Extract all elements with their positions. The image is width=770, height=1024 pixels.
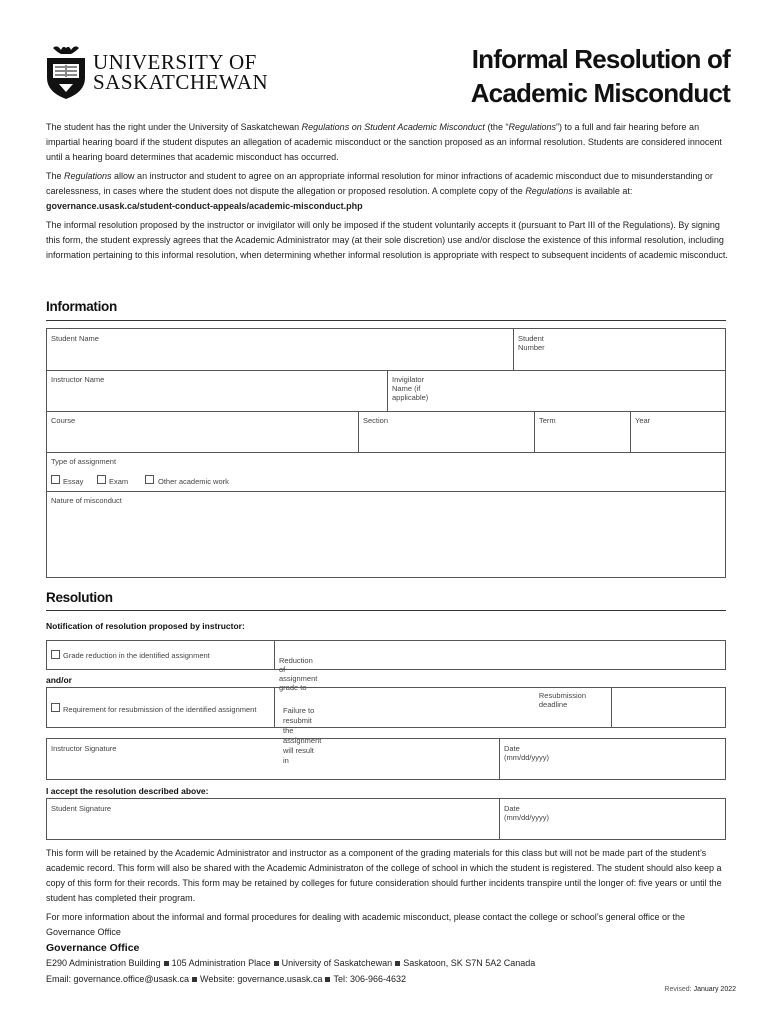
student-date-field[interactable] [499,799,549,839]
section-label: Section [363,416,389,425]
instructor-signature-label: Instructor Signature [51,744,117,753]
term-field[interactable] [534,412,556,452]
other-work-checkbox[interactable] [145,475,154,484]
essay-label: Essay [63,477,84,486]
row-student-signature [46,798,726,840]
information-rule [46,320,726,321]
governance-website[interactable]: Website: governance.usask.ca [200,974,323,984]
other-work-label: Other academic work [158,477,229,486]
revised-note: Revised: January 2022 [664,986,736,993]
form-title [471,42,730,110]
notification-label: Notification of resolution proposed by instructor: [46,621,245,631]
term-label: Term [539,416,556,425]
closing-paragraph-2: For more information about the informal and formal procedures for dealing with academic misconduct, please contact the college or school’s general office or the Governance Office [46,912,686,937]
bullet-icon [395,961,400,966]
university-logo [45,44,268,100]
bullet-icon [325,977,330,982]
invigilator-label: Invigilator Name (if applicable) [392,375,429,402]
section-field[interactable] [358,412,389,452]
governance-contact [46,974,406,984]
reduction-grade-field[interactable] [274,641,318,692]
bullet-icon [274,961,279,966]
student-number-field[interactable] [513,329,545,370]
governance-email[interactable]: Email: governance.office@usask.ca [46,974,190,984]
resolution-heading: Resolution [46,590,113,605]
exam-checkbox[interactable] [97,475,106,484]
grade-reduction-checkbox[interactable] [51,650,60,659]
instructor-name-label: Instructor Name [51,375,105,384]
resubmission-deadline-label: Resubmission deadline [538,691,586,709]
header [45,40,730,110]
intro-paragraph-2: The Regulations allow an instructor and student to agree on an appropriate informal resolution for minor infractions of academic misconduct due to misunderstanding or carelessness, in cases where the student does not dispute the allegation or proposed resolution. A complete copy of the Regulations is available at: governance.usask.ca/student-conduct-appeals/academic-misconduct.php [46,171,713,211]
course-label: Course [51,416,76,425]
closing-paragraph-1: This form will be retained by the Academic Administrator and instructor as a component of the grading materials for this class but will not be made part of the student’s academic record. This form will also be shared with the Academic Administraton of the college of school in which the student is registered. The student should also keep a copy of this form for their records. This form may be retained by colleges for future consideration should further incidents transpire until the longer of: five years or until the student has completed their program. [46,848,722,903]
intro-paragraph-1: The student has the right under the University of Saskatchewan Regulations on Student Academic Misconduct (the “Regulations”) to a full and fair hearing before an impartial hearing board if the student disputes an allegation of academic misconduct or the sanction proposed as an informal resolution. Students are considered innocent until a hearing board determines that academic misconduct has occurred. [46,122,722,162]
form-title-line1: Informal Resolution of [471,44,730,74]
intro-paragraph-3: The informal resolution proposed by the instructor or invigilator will only be imposed if the student voluntarily accepts it (pursuant to Part III of the Regulations). By signing this form, the student expressly agrees that the Academic Administrator may (at their sole discretion) use and/or disclose the existence of this informal resolution, including information pertaining to this informal resolution, when determining whether informal resolution is appropriate with respect to subsequent incidents of academic misconduct. [46,220,728,260]
resubmission-checkbox[interactable] [51,703,60,712]
regulations-link[interactable]: governance.usask.ca/student-conduct-appeals/academic-misconduct.php [46,201,363,211]
form-title-line2: Academic Misconduct [470,78,730,108]
information-heading: Information [46,299,117,314]
nature-label: Nature of misconduct [51,496,122,505]
row-instructor [46,370,726,412]
instructor-date-field[interactable] [499,739,549,779]
accept-label: I accept the resolution described above: [46,786,209,796]
instructor-date-label: Date (mm/dd/yyyy) [504,744,549,762]
row-instructor-signature [46,738,726,780]
grade-reduction-label: Grade reduction in the identified assignment [63,651,210,660]
crest-icon [45,44,87,100]
intro-text [46,120,730,267]
bullet-icon [164,961,169,966]
student-signature-label: Student Signature [51,804,112,813]
row-student [46,328,726,371]
governance-phone: Tel: 306-966-4632 [333,974,407,984]
year-label: Year [635,416,651,425]
reduction-grade-label: Reduction of assignment grade to [279,656,318,692]
student-number-label: Student Number [518,334,545,352]
closing-text [46,846,730,944]
resubmission-label: Requirement for resubmission of the identified assignment [63,705,257,714]
assignment-type-label: Type of assignment [51,457,117,466]
year-field[interactable] [630,412,651,452]
resolution-rule [46,610,726,611]
failure-label: Failure to resubmit the assignment will result in [283,706,322,765]
governance-heading: Governance Office [46,942,140,954]
row-course [46,411,726,453]
student-date-label: Date (mm/dd/yyyy) [504,804,549,822]
university-name-line2: SASKATCHEWAN [93,70,269,94]
row-assignment-type [46,452,726,492]
student-name-label: Student Name [51,334,99,343]
university-name-line1: UNIVERSITY OF [93,50,257,74]
resubmission-deadline-field[interactable] [538,688,612,727]
and-or-label: and/or [46,675,72,685]
invigilator-field[interactable] [387,371,429,411]
failure-field[interactable] [274,688,322,765]
bullet-icon [192,977,197,982]
essay-checkbox[interactable] [51,475,60,484]
nature-of-misconduct-field[interactable] [46,491,726,578]
exam-label: Exam [109,477,129,486]
governance-address: E290 Administration Building 105 Administration Place University of Saskatchewan Saskatoon, SK S7N 5A2 Canada [46,958,536,968]
